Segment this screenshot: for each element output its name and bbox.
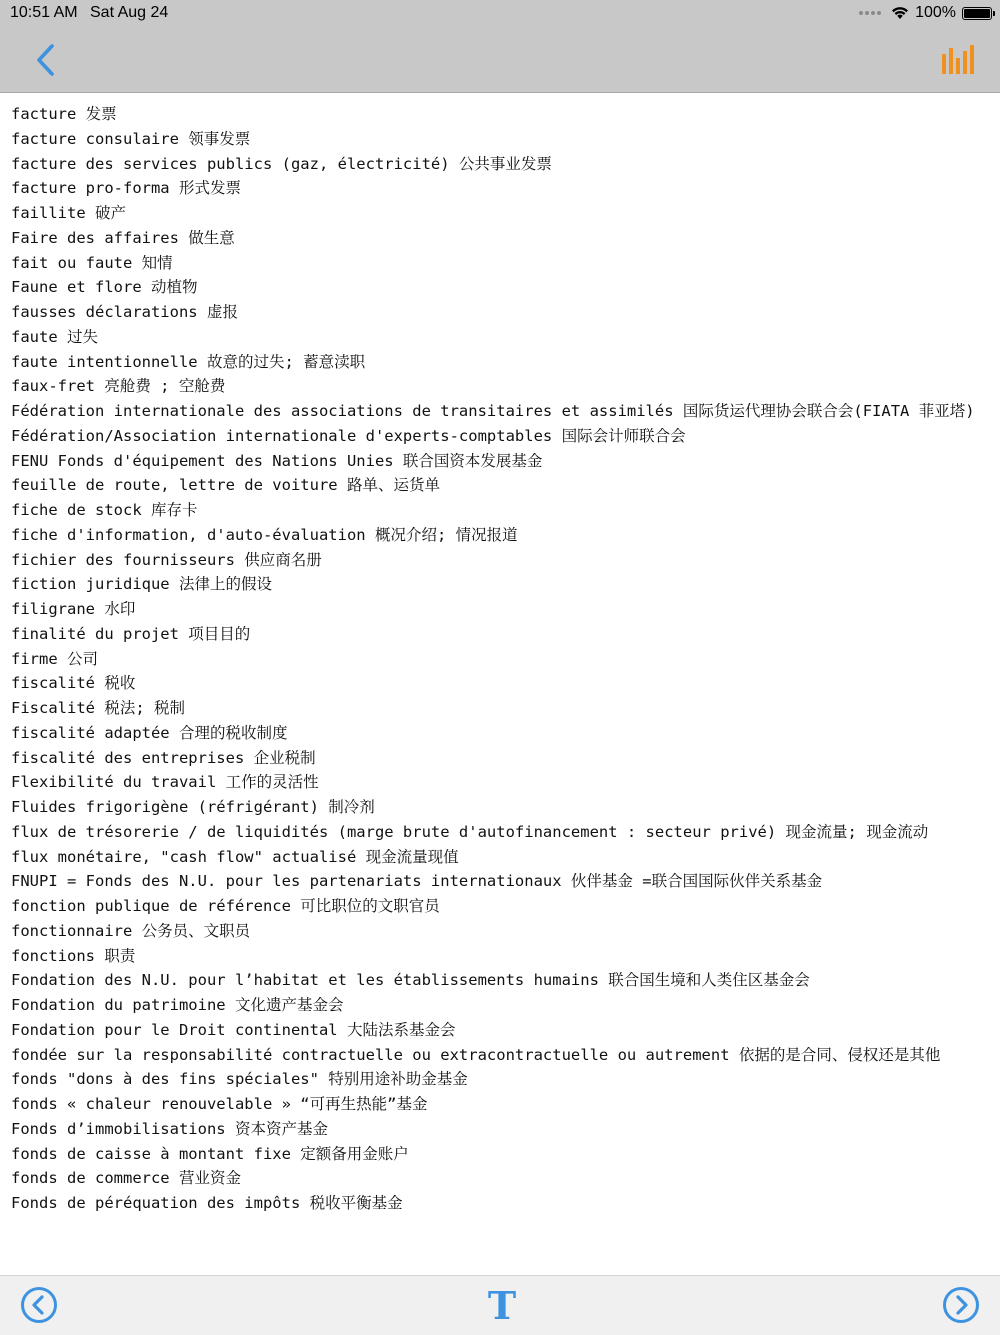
status-time: 10:51 AM [10, 4, 78, 21]
previous-page-button[interactable] [20, 1286, 58, 1324]
glossary-entry: fonds de caisse à montant fixe 定额备用金账户 [11, 1144, 409, 1163]
glossary-entry: fonction publique de référence 可比职位的文职官员 [11, 897, 440, 915]
circle-chevron-right-icon [942, 1286, 980, 1324]
glossary-entry: fichier des fournisseurs 供应商名册 [11, 550, 322, 569]
chevron-left-icon [30, 42, 64, 78]
glossary-entry: Fédération/Association internationale d'experts-comptables 国际会计师联合会 [11, 426, 686, 445]
back-button[interactable] [30, 42, 64, 78]
glossary-entry: fiscalité 税收 [11, 674, 136, 693]
glossary-entry: facture consulaire 领事发票 [11, 129, 251, 148]
glossary-entry: fiche de stock 库存卡 [11, 501, 198, 519]
glossary-entry: Fondation du patrimoine 文化遗产基金会 [11, 996, 344, 1014]
status-bar [0, 0, 1000, 28]
bottom-toolbar [0, 1275, 1000, 1335]
glossary-entry: fonds "dons à des fins spéciales" 特别用途补助金基金 [11, 1070, 468, 1089]
entry-list [11, 102, 991, 1216]
glossary-entry: faute intentionnelle 故意的过失; 蓄意渎职 [11, 352, 366, 371]
glossary-entry: Faire des affaires 做生意 [11, 228, 235, 247]
wifi-icon [891, 6, 909, 20]
glossary-entry: Fonds de péréquation des impôts 税收平衡基金 [11, 1194, 403, 1212]
glossary-entry: Fonds d’immobilisations 资本资产基金 [11, 1119, 328, 1138]
bar-chart-icon [940, 42, 974, 76]
glossary-entry: facture 发票 [11, 105, 117, 123]
glossary-entry: Fiscalité 税法; 税制 [11, 699, 185, 717]
glossary-entry: fiche d'information, d'auto-évaluation 概况介绍; 情况报道 [11, 525, 518, 544]
glossary-entry: FNUPI = Fonds des N.U. pour les partenariats internationaux 伙伴基金 =联合国国际伙伴关系基金 [11, 872, 823, 891]
glossary-entry: fiscalité adaptée 合理的税收制度 [11, 723, 288, 742]
glossary-entry: flux monétaire, "cash flow" actualisé 现金流量现值 [11, 847, 459, 866]
status-indicators [859, 4, 992, 22]
glossary-entry: fondée sur la responsabilité contractuelle ou extracontractuelle ou autrement 依据的是合同、侵权还是其他 [11, 1045, 941, 1064]
battery-percent: 100% [915, 4, 956, 21]
glossary-entry: Fondation pour le Droit continental 大陆法系基金会 [11, 1020, 456, 1039]
glossary-entry: fonds de commerce 营业资金 [11, 1169, 241, 1188]
glossary-entry: fonctionnaire 公务员、文职员 [11, 921, 251, 940]
glossary-entry: faute 过失 [11, 327, 98, 346]
glossary-entry: Fédération internationale des associations de transitaires et assimilés 国际货运代理协会联合会(FIATA 菲亚塔) [11, 402, 975, 420]
glossary-entry: fiction juridique 法律上的假设 [11, 575, 272, 594]
glossary-entry: Fondation des N.U. pour l’habitat et les établissements humains 联合国生境和人类住区基金会 [11, 971, 810, 990]
statistics-button[interactable] [940, 42, 974, 76]
glossary-entry: fausses déclarations 虚报 [11, 303, 238, 321]
glossary-entry: FENU Fonds d'équipement des Nations Unies 联合国资本发展基金 [11, 451, 543, 470]
glossary-entry: fiscalité des entreprises 企业税制 [11, 748, 316, 767]
glossary-entry: facture des services publics (gaz, électricité) 公共事业发票 [11, 154, 552, 173]
glossary-entry: Fluides frigorigène (réfrigérant) 制冷剂 [11, 798, 375, 816]
glossary-entry: Flexibilité du travail 工作的灵活性 [11, 773, 319, 792]
glossary-entry: fait ou faute 知情 [11, 253, 173, 272]
glossary-content[interactable] [0, 93, 1000, 1275]
text-size-button[interactable]: T [487, 1283, 517, 1328]
glossary-entry: firme 公司 [11, 649, 98, 668]
nav-bar [0, 28, 1000, 93]
battery-icon [962, 7, 992, 20]
glossary-entry: faillite 破产 [11, 204, 126, 222]
glossary-entry: finalité du projet 项目目的 [11, 624, 251, 643]
glossary-entry: Faune et flore 动植物 [11, 278, 198, 297]
glossary-entry: feuille de route, lettre de voiture 路单、运货单 [11, 476, 440, 495]
status-date: Sat Aug 24 [90, 4, 169, 21]
glossary-entry: facture pro-forma 形式发票 [11, 179, 241, 198]
signal-icon [859, 11, 881, 15]
glossary-entry: fonds « chaleur renouvelable » “可再生热能”基金 [11, 1095, 428, 1113]
next-page-button[interactable] [942, 1286, 980, 1324]
glossary-entry: flux de trésorerie / de liquidités (marge brute d'autofinancement : secteur privé) 现金流量; 现金流动 [11, 822, 929, 841]
glossary-entry: filigrane 水印 [11, 600, 136, 618]
glossary-entry: fonctions 职责 [11, 946, 136, 965]
circle-chevron-left-icon [20, 1286, 58, 1324]
glossary-entry: faux-fret 亮舱费 ; 空舱费 [11, 377, 226, 396]
